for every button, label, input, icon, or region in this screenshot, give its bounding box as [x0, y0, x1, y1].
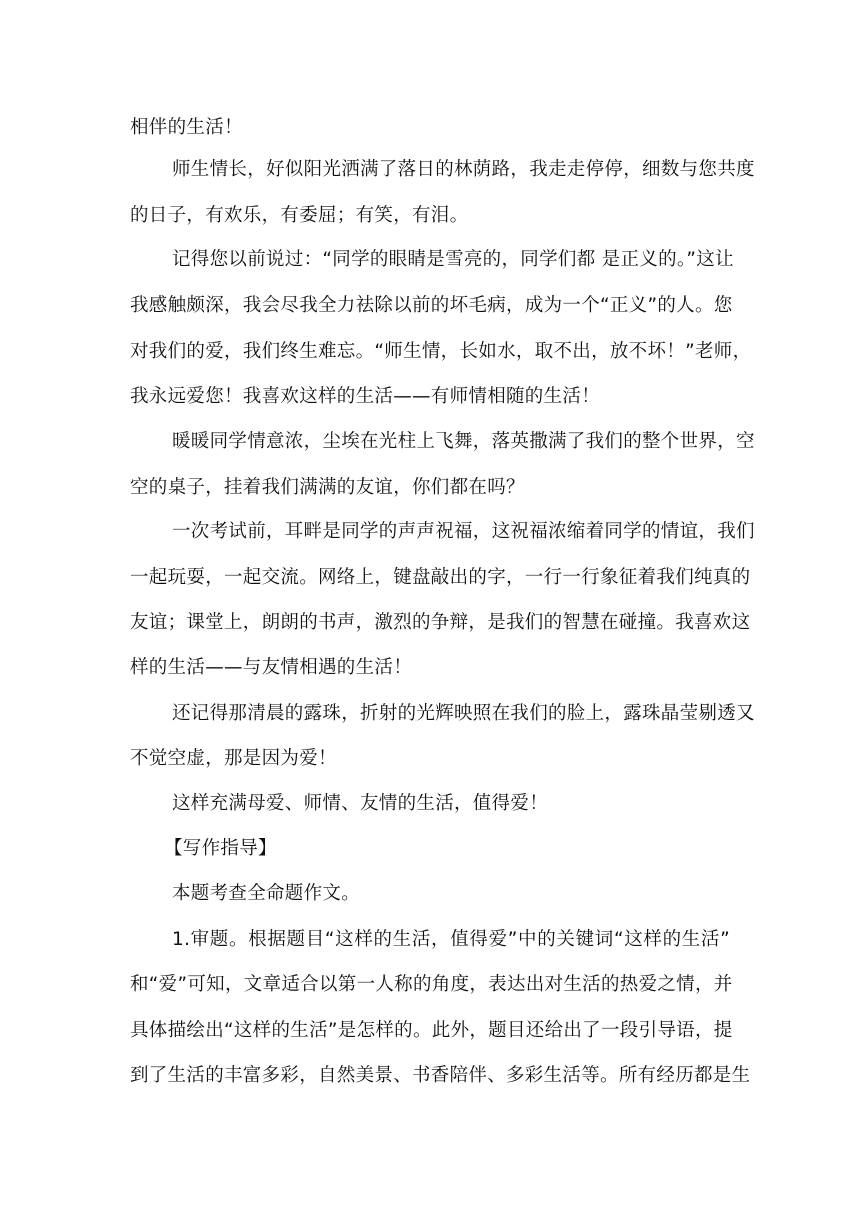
- paragraph-line: 暖暖同学情意浓，尘埃在光柱上飞舞，落英撒满了我们的整个世界，空: [172, 431, 755, 452]
- text-line: 相伴的生活！: [130, 117, 243, 138]
- paragraph-line: 师生情长，好似阳光洒满了落日的林荫路，我走走停停，细数与您共度: [172, 159, 755, 180]
- text-line: 一起玩耍，一起交流。网络上，键盘敲出的字，一行一行象征着我们纯真的: [130, 567, 751, 588]
- text-line: 具体描绘出“这样的生活”是怎样的。此外，题目还给出了一段引导语，提: [130, 1020, 733, 1041]
- text-line: 不觉空虚，那是因为爱！: [130, 748, 337, 769]
- paragraph-line: 记得您以前说过：“同学的眼睛是雪亮的，同学们都 是正义的。”这让: [172, 249, 734, 270]
- text-line: 样的生活——与友情相遇的生活！: [130, 657, 413, 678]
- text-line: 我永远爱您！我喜欢这样的生活——有师情相随的生活！: [130, 386, 601, 407]
- text-line: 空的桌子，挂着我们满满的友谊，你们都在吗？: [130, 477, 525, 498]
- paragraph-line: 一次考试前，耳畔是同学的声声祝福，这祝福浓缩着同学的情谊，我们: [172, 521, 755, 542]
- text-line: 的日子，有欢乐，有委屈；有笑，有泪。: [130, 205, 469, 226]
- text-line: 我感触颇深，我会尽我全力祛除以前的坏毛病，成为一个“正义”的人。您: [130, 295, 733, 316]
- paragraph-line: 1.审题。根据题目“这样的生活，值得爱”中的关键词“这样的生活”: [172, 929, 730, 950]
- text-line: 到了生活的丰富多彩，自然美景、书香陪伴、多彩生活等。所有经历都是生: [130, 1065, 751, 1086]
- paragraph-line: 这样充满母爱、师情、友情的生活，值得爱！: [172, 793, 549, 814]
- text-line: 对我们的爱，我们终生难忘。“师生情，长如水，取不出，放不坏！”老师，: [130, 341, 752, 362]
- section-heading: 【写作指导】: [164, 838, 277, 859]
- text-line: 和“爱”可知，文章适合以第一人称的角度，表达出对生活的热爱之情，并: [130, 974, 733, 995]
- text-line: 友谊；课堂上，朗朗的书声，激烈的争辩，是我们的智慧在碰撞。我喜欢这: [130, 612, 751, 633]
- paragraph-line: 还记得那清晨的露珠，折射的光辉映照在我们的脸上，露珠晶莹剔透又: [172, 703, 755, 724]
- paragraph-line: 本题考查全命题作文。: [172, 883, 361, 904]
